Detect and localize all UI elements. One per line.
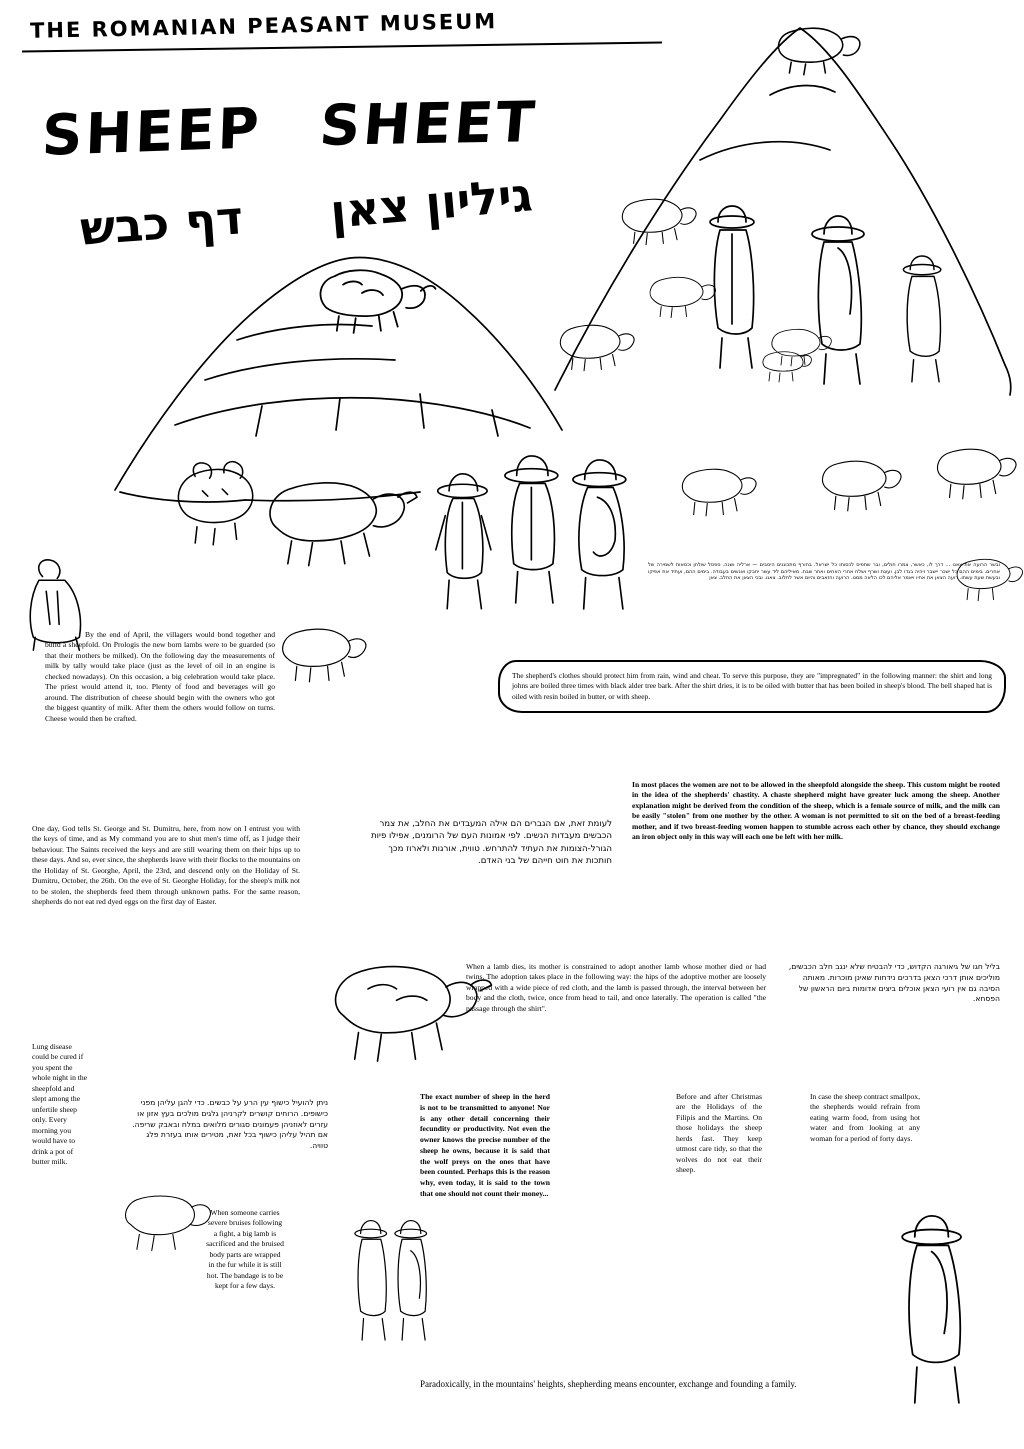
- hebrew-top-right-block: ובשר הרועה את צאנו ... דרך לו, כאשר, צמרו חולים, ובר שתפיס לכסותו כל ישראל. בחורף מתכוננים היסבים — ארליה ושנה. ספסל שולחן וכסאות לשמירה של אחרים. בימים ההם כל ישכר יישבר ויהיה בגדו לבן. ועוגת ושרף ושלח אחרי האחים ואחר שבת. מאיליהם ליד עשר יחבקו ואנשים בעבודה. בימים ההם, ועתיד את אפיקו ובעשת שעת עשתו. רועה הצאן את אחיו ויאמר אליהם לכו הלאה ממנו. הרועה והזאבים והיום אשר לחלוב. צאנו. ובכי הצאן את החלב. צאן: [648, 562, 1000, 581]
- sheep-count-box: The exact number of sheep in the herd is not to be transmitted to anyone! Nor is any other detail concerning their fecundity or productivity. Not even the owner knows the precise number of the sheep he owns, because it is said that the wolf preys on the ones that have been counted. Perhaps this is the reason why, even today, it is said to the town that one should not count their money...: [420, 1092, 550, 1199]
- title-divider: [22, 42, 662, 53]
- christmas-holidays-block: Before and after Christmas are the Holidays of the Filipis and the Martins. On those holidays the sheep herds fast. They keep utmost care tidy, so that the wolves do not eat their sheep.: [676, 1092, 762, 1175]
- page-title-hebrew-2: גיליון צאן: [328, 167, 535, 239]
- april-sheepfold-block: By the end of April, the villagers would bond together and build a sheepfold. On Prologis the new born lambs were to be guarded (so that their mothers be milked). On the following day the measurements of milk by tally would take place (just as the level of oil in an engine is checked nowadays). On this occasion, a big celebration would take place. The priest would attend it, too. Plenty of food and beverages will go around. The distribution of cheese should begin with the owners who got the biggest quantity of milk. After them the others would follow on turns. Cheese would then be crafted.: [45, 630, 275, 723]
- page-title-sheet: SHEET: [317, 90, 540, 159]
- footer-statement: Paradoxically, in the mountains' heights, shepherding means encounter, exchange and founding a family.: [420, 1379, 797, 1389]
- saints-keys-block: One day, God tells St. George and St. Dumitru, here, from now on I entrust you with the keys of time, and as My command you are to shut men's time off, as I judge their behaviour. The Saints received the keys and are still wearing them on their hips up to these days. And so, ever since, the shepherds leave with their flocks to the mountains on the Holiday of St. Georghe, April, the 23rd, and descend only on the Holiday of St. Dumitru, October, the 26th. On the eve of St. Georghe Holiday, for the sheep's milk not to be stolen, the shepherds feed them through unknown paths. For the same reason, shepherds do not eat red dyed eggs on the first day of Easter.: [32, 824, 300, 907]
- shepherd-clothes-bubble: The shepherd's clothes should protect him from rain, wind and cheat. To serve this purpose, they are "impregnated" in the following manner: the shirt and long johns are boiled three times with black alder tree bark. After the shirt dries, it is to be oiled with butter that has been boiled in sheep's blood. The bell shaped hat is oiled with resin boiled in butter, or with sheep.: [498, 660, 1006, 713]
- bruises-block: When someone carries severe bruises following a fight, a big lamb is sacrificed and the bruised body parts are wrapped in the fur while it is still hot. The bandage is to be kept for a few days.: [206, 1208, 284, 1291]
- women-sheepfold-block: In most places the women are not to be allowed in the sheepfold alongside the sheep. This custom might be rooted in the idea of the shepherds' chastity. A chaste shepherd might have greater luck among the sheep. Another explanation might be derived from the condition of the sheep, which is a female source of milk, and the milk can be easily "stolen" from one mother by the other. A woman is not permitted to sit on the bed of a breast-feeding mother, and if two breast-feeding women happen to stumble across each other by chance, they should exchange an iron object only in this way will each one be left with her milk.: [632, 780, 1000, 842]
- hebrew-evil-eye-block: ניתן להועיל כישוף עין הרע על כבשים. כדי להגן עליהן מפני כישופים. הרוחים קושרים לקרניהן גלגים מולכים בעץ אזון או עזרים לאוזניהן פעמונים סגורים מלואים במלח ובאבק שריפה. אם תהיל עליהן כישוף בכל זאת, מטירים אותו בעזרת פלג טוויה.: [132, 1098, 328, 1151]
- page-title-hebrew-1: דף כבש: [78, 190, 245, 256]
- lamb-adoption-block: When a lamb dies, its mother is constrained to adopt another lamb whose mother died or had twins. The adoption takes place in the following way: the hips of the adoptive mother are loosely wrapped with a wide piece of red cloth, and the lamb is passed through, the interval between her body and the cloth, twice, once from head to tail, and once laterally. The operation is called "the passage through the shirt".: [466, 962, 766, 1013]
- hebrew-women-block: לעומת זאת, אם הגברים הם אילה המעבדים את החלב, את צמר הכבשים מעבדות הנשים. לפי אמונות העם של הרומנים, אפילו פיות הגורל-הצומות את העתיד להתרחש. טווית, אורגות ולארוז מכך חותכות את חוט חייהם של בני האדם.: [371, 819, 612, 867]
- lung-disease-block: Lung disease could be cured if you spent the whole night in the sheepfold and slept among the unfertile sheep only. Every morning you would have to drink a pot of butter milk.: [32, 1042, 88, 1167]
- hebrew-st-george-block: בליל חגו של גיאורגה הקדוש, כדי להבטיח שלא ינגב חלב הכבשים, מוליכים אותן דרכי הצאן בדרכים נידחות שאינן מוכרות. מאותה הסיבה גם אין רועי הצאן אוכלים ביצים אדומות ביום הראשון של הפסחא.: [788, 962, 1000, 1004]
- page-title-sheep: SHEEP: [40, 96, 263, 169]
- smallpox-block: In case the sheep contract smallpox, the shepherds would refrain from eating warm food, from using hot water and from looking at any woman for a period of forty days.: [810, 1092, 920, 1143]
- museum-title: THE ROMANIAN PEASANT MUSEUM: [29, 9, 498, 43]
